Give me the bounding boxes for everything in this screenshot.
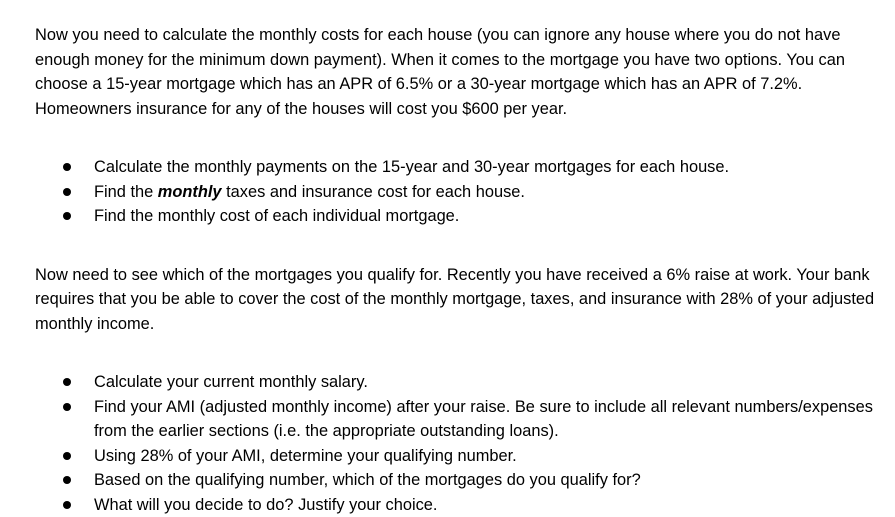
bullet-icon bbox=[63, 476, 71, 484]
list-item-text: Calculate your current monthly salary. bbox=[94, 373, 368, 391]
list-item-text-after: taxes and insurance cost for each house. bbox=[222, 183, 525, 201]
bullet-icon bbox=[63, 163, 71, 171]
list-item bbox=[35, 180, 893, 205]
bullet-icon bbox=[63, 501, 71, 509]
document-body bbox=[35, 23, 893, 517]
list-item-text: Using 28% of your AMI, determine your qualifying number. bbox=[94, 447, 517, 465]
list-item bbox=[35, 444, 893, 469]
list-item bbox=[35, 493, 893, 517]
bullet-icon bbox=[63, 212, 71, 220]
list-item-text: Find the monthly cost of each individual mortgage. bbox=[94, 207, 459, 225]
list-item-text: What will you decide to do? Justify your choice. bbox=[94, 496, 437, 514]
bullet-icon bbox=[63, 452, 71, 460]
list-item bbox=[35, 395, 893, 444]
paragraph-qualify: Now need to see which of the mortgages you qualify for. Recently you have received a 6% raise at work. Your bank requires that you be able to cover the cost of the monthly mortgage, taxes, and insurance with 28% of your adjusted monthly income. bbox=[35, 263, 893, 337]
list-item bbox=[35, 370, 893, 395]
bullet-icon bbox=[63, 188, 71, 196]
bullet-icon bbox=[63, 378, 71, 386]
emphasis-text: monthly bbox=[158, 183, 222, 201]
list-item-text: Find your AMI (adjusted monthly income) after your raise. Be sure to include all relevant numbers/expenses from the earlier sections (i.e. the appropriate outstanding loans). bbox=[94, 398, 873, 441]
paragraph-monthly-costs: Now you need to calculate the monthly costs for each house (you can ignore any house where you do not have enough money for the minimum down payment). When it comes to the mortgage you have two options. You can choose a 15-year mortgage which has an APR of 6.5% or a 30-year mortgage which has an APR of 7.2%. Homeowners insurance for any of the houses will cost you $600 per year. bbox=[35, 23, 893, 121]
bullet-list-monthly-costs bbox=[35, 155, 893, 229]
list-item bbox=[35, 204, 893, 229]
list-item-text-before: Find the bbox=[94, 183, 158, 201]
bullet-icon bbox=[63, 403, 71, 411]
list-item bbox=[35, 468, 893, 493]
list-item bbox=[35, 155, 893, 180]
list-item-text: Based on the qualifying number, which of the mortgages do you qualify for? bbox=[94, 471, 641, 489]
list-item-text: Calculate the monthly payments on the 15-year and 30-year mortgages for each house. bbox=[94, 158, 729, 176]
bullet-list-qualify bbox=[35, 370, 893, 517]
